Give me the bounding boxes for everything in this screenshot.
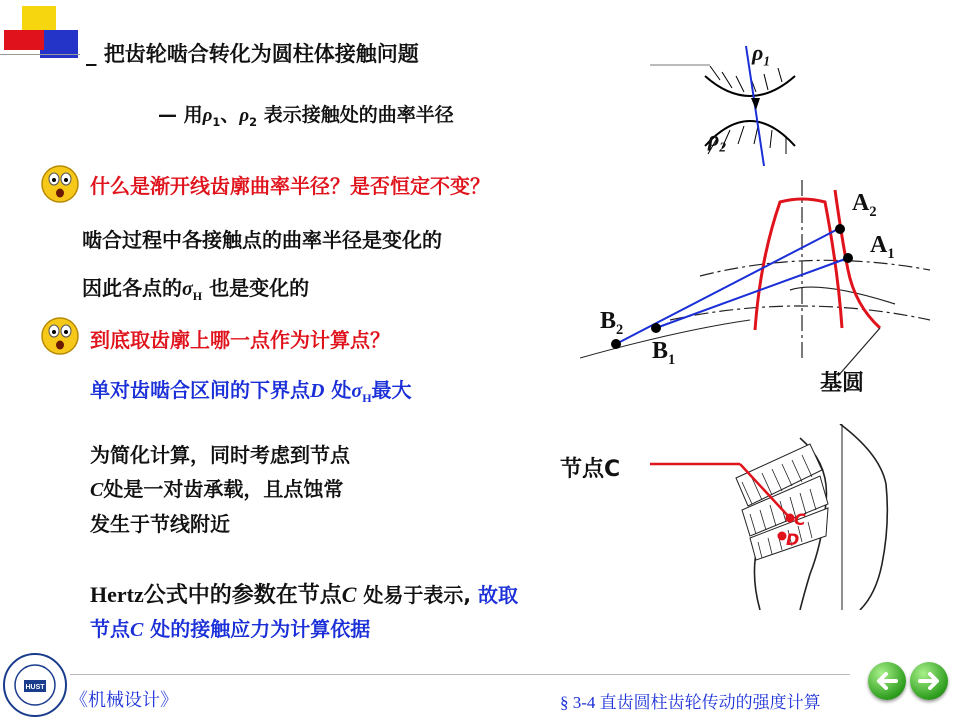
- footer-divider: [70, 674, 850, 675]
- subtitle: — 用$\rho_1$、$\rho_2$ 表示接触处的曲率半径: [158, 104, 454, 129]
- cylinder-contact-diagram: [690, 36, 800, 176]
- answer-1-line-1: 啮合过程中各接触点的曲率半径是变化的: [82, 228, 442, 252]
- point-d-label: D: [786, 530, 800, 549]
- rho1-label: $\rho_1$: [752, 40, 770, 69]
- pitch-point-label: 节点C: [560, 457, 621, 482]
- university-logo: [2, 652, 68, 718]
- hertz-paragraph: Hertz公式中的参数在节点C 处易于表示, 故取 节点C 处的接触应力为计算依据: [90, 582, 518, 641]
- rho2-label: $\rho_2$: [708, 126, 726, 155]
- base-circle-label: 基圆: [820, 371, 865, 396]
- corner-decoration: [0, 0, 80, 60]
- answer-1-line-2: 因此各点的$\sigma_H$ 也是变化的: [82, 276, 310, 303]
- gear-mesh-diagram: [650, 424, 910, 610]
- simplification-paragraph: 为简化计算，同时考虑到节点 C处是一对齿承载，且点蚀常 发生于节线附近: [90, 443, 350, 536]
- question-1: 什么是渐开线齿廓曲率半径？是否恒定不变？: [90, 174, 490, 198]
- surprised-face-icon: [40, 164, 80, 204]
- label-a2: $A_2$: [852, 190, 877, 220]
- answer-2: 单对齿啮合区间的下界点D 处$\sigma_H$最大: [90, 378, 412, 405]
- surprised-face-icon: [40, 316, 80, 356]
- footer-book-title: 《机械设计》: [70, 690, 178, 710]
- question-2: 到底取齿廓上哪一点作为计算点？: [90, 328, 390, 352]
- involute-curvature-diagram: [580, 180, 950, 400]
- page-title: _ 把齿轮啮合转化为圆柱体接触问题: [86, 42, 419, 66]
- forward-arrow-icon[interactable]: [910, 662, 948, 700]
- svg-text:HUST: HUST: [25, 684, 45, 691]
- back-arrow-icon[interactable]: [868, 662, 906, 700]
- point-c-label: C: [794, 510, 806, 529]
- footer-section: § 3-4 直齿圆柱齿轮传动的强度计算: [560, 693, 821, 712]
- label-b2: $B_2$: [600, 308, 624, 338]
- label-b1: $B_1$: [652, 338, 676, 368]
- label-a1: $A_1$: [870, 232, 895, 262]
